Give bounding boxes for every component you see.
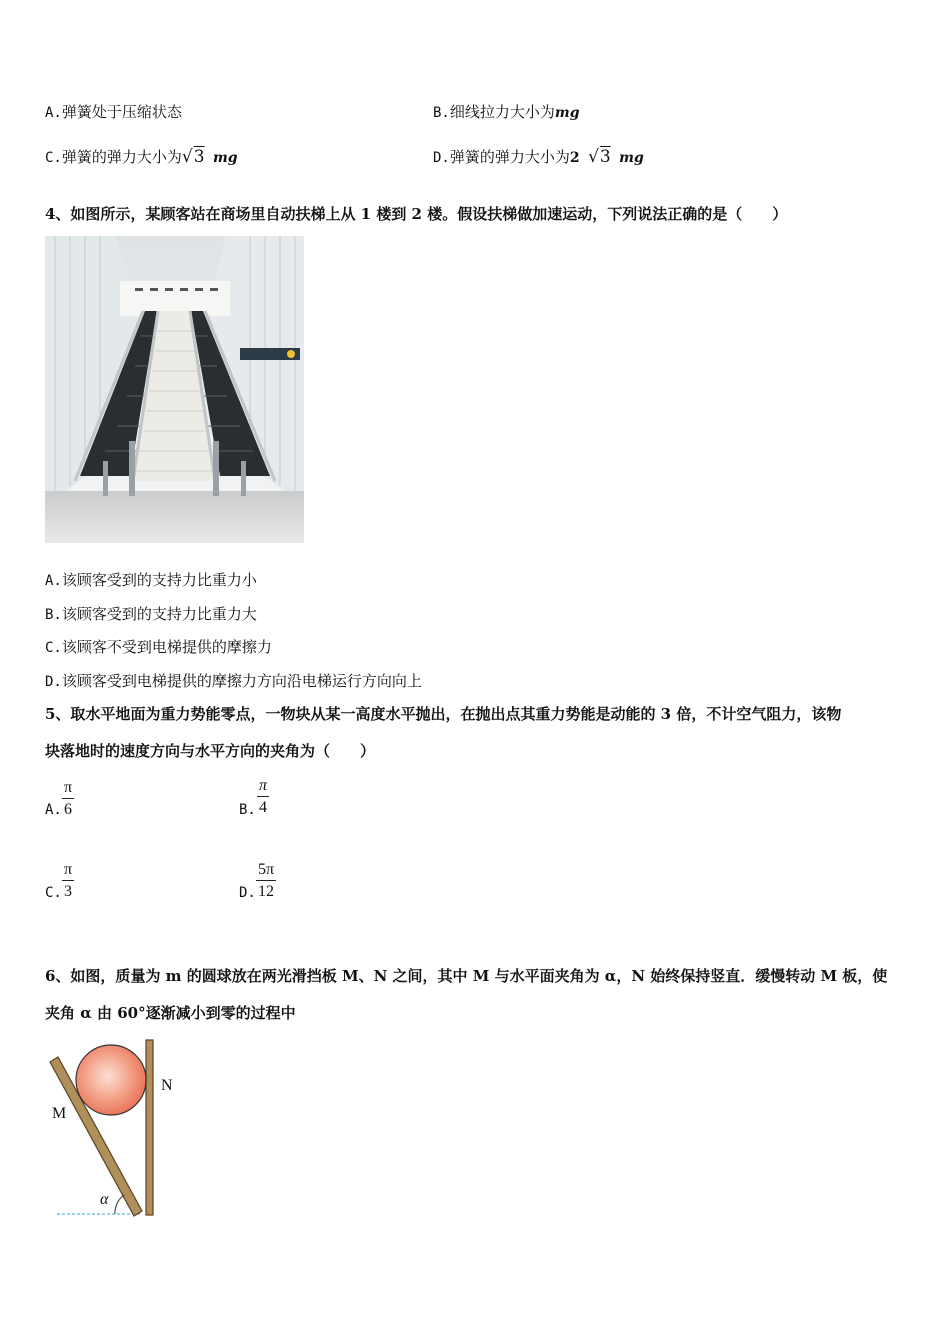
sqrt-radicand: 3 bbox=[599, 147, 611, 167]
fraction-numerator: π bbox=[62, 778, 74, 799]
q5-option-b-label[interactable]: B. bbox=[239, 802, 256, 818]
option-label: D. bbox=[433, 150, 450, 166]
fraction-denominator: 6 bbox=[64, 801, 73, 818]
sqrt-expression: √3 bbox=[588, 147, 611, 167]
q5-option-a-fraction bbox=[62, 778, 74, 821]
option-label: A. bbox=[45, 105, 62, 121]
fraction-denominator: 4 bbox=[259, 799, 267, 816]
sqrt-expression: √3 bbox=[181, 147, 205, 167]
alpha-arc bbox=[115, 1195, 124, 1214]
math-coef: 2 bbox=[569, 150, 580, 166]
option-label: C. bbox=[45, 640, 62, 656]
fraction-numerator: π bbox=[62, 860, 74, 881]
q4-option-d[interactable] bbox=[45, 671, 422, 692]
q6-stem-line2: 夹角 α 由 60°逐渐减小到零的过程中 bbox=[45, 1004, 296, 1022]
q4-option-a[interactable] bbox=[45, 570, 257, 591]
fraction-denominator: 3 bbox=[64, 883, 73, 900]
ball bbox=[76, 1045, 146, 1115]
option-text: 弹簧的弹力大小为 bbox=[61, 148, 182, 166]
sqrt-radicand: 3 bbox=[193, 147, 205, 167]
q6-stem-line1: 6、如图，质量为 m 的圆球放在两光滑挡板 M、N 之间，其中 M 与水平面夹角为 α，N 始终保持竖直．缓慢转动 M 板，使 bbox=[45, 967, 888, 985]
q5-option-a-label[interactable]: A. bbox=[45, 802, 62, 818]
fraction-denominator: 12 bbox=[258, 883, 275, 900]
option-text: 弹簧的弹力大小为 bbox=[449, 148, 570, 166]
fraction-numerator: π bbox=[257, 776, 269, 797]
option-text: 该顾客不受到电梯提供的摩擦力 bbox=[61, 638, 272, 656]
label-n: N bbox=[161, 1077, 173, 1094]
ball-between-boards-diagram bbox=[45, 1030, 205, 1225]
q5-stem-line1: 5、取水平地面为重力势能零点，一物块从某一高度水平抛出，在抛出点其重力势能是动能的 3 倍，不计空气阻力，该物 bbox=[45, 705, 842, 723]
q5-option-d-label[interactable]: D. bbox=[239, 885, 256, 901]
fraction-numerator: 5π bbox=[256, 860, 276, 881]
option-text: 该顾客受到电梯提供的摩擦力方向沿电梯运行方向向上 bbox=[61, 672, 422, 690]
label-m: M bbox=[52, 1105, 67, 1122]
board-n bbox=[146, 1040, 153, 1215]
q4-option-c[interactable] bbox=[45, 637, 272, 658]
math-var: mg bbox=[619, 150, 644, 166]
option-label: A. bbox=[45, 573, 62, 589]
q3-option-b[interactable] bbox=[433, 102, 579, 123]
option-text: 该顾客受到的支持力比重力小 bbox=[61, 571, 257, 589]
option-text: 该顾客受到的支持力比重力大 bbox=[61, 605, 257, 623]
math-var: mg bbox=[554, 105, 580, 121]
option-label: D. bbox=[45, 674, 62, 690]
q4-option-b[interactable] bbox=[45, 604, 257, 625]
option-label: B. bbox=[433, 105, 450, 121]
option-label: B. bbox=[45, 607, 62, 623]
q5-option-c-label[interactable]: C. bbox=[45, 885, 62, 901]
q3-option-c[interactable] bbox=[45, 140, 238, 175]
q5-option-d-fraction bbox=[256, 860, 276, 903]
q5-option-b-fraction bbox=[257, 776, 269, 819]
q3-option-a[interactable] bbox=[45, 102, 182, 123]
option-text: 弹簧处于压缩状态 bbox=[61, 103, 182, 121]
label-alpha: α bbox=[100, 1191, 109, 1208]
option-text: 细线拉力大小为 bbox=[449, 103, 555, 121]
q3-option-d[interactable] bbox=[433, 140, 644, 175]
escalator-photo bbox=[45, 236, 304, 543]
q5-stem-line2: 块落地时的速度方向与水平方向的夹角为（ ） bbox=[45, 742, 376, 760]
math-var: mg bbox=[212, 150, 238, 166]
q5-option-c-fraction bbox=[62, 860, 74, 903]
option-label: C. bbox=[45, 150, 62, 166]
q4-stem: 4、如图所示，某顾客站在商场里自动扶梯上从 1 楼到 2 楼。假设扶梯做加速运动，下列说法正确的是（ ） bbox=[45, 205, 788, 223]
